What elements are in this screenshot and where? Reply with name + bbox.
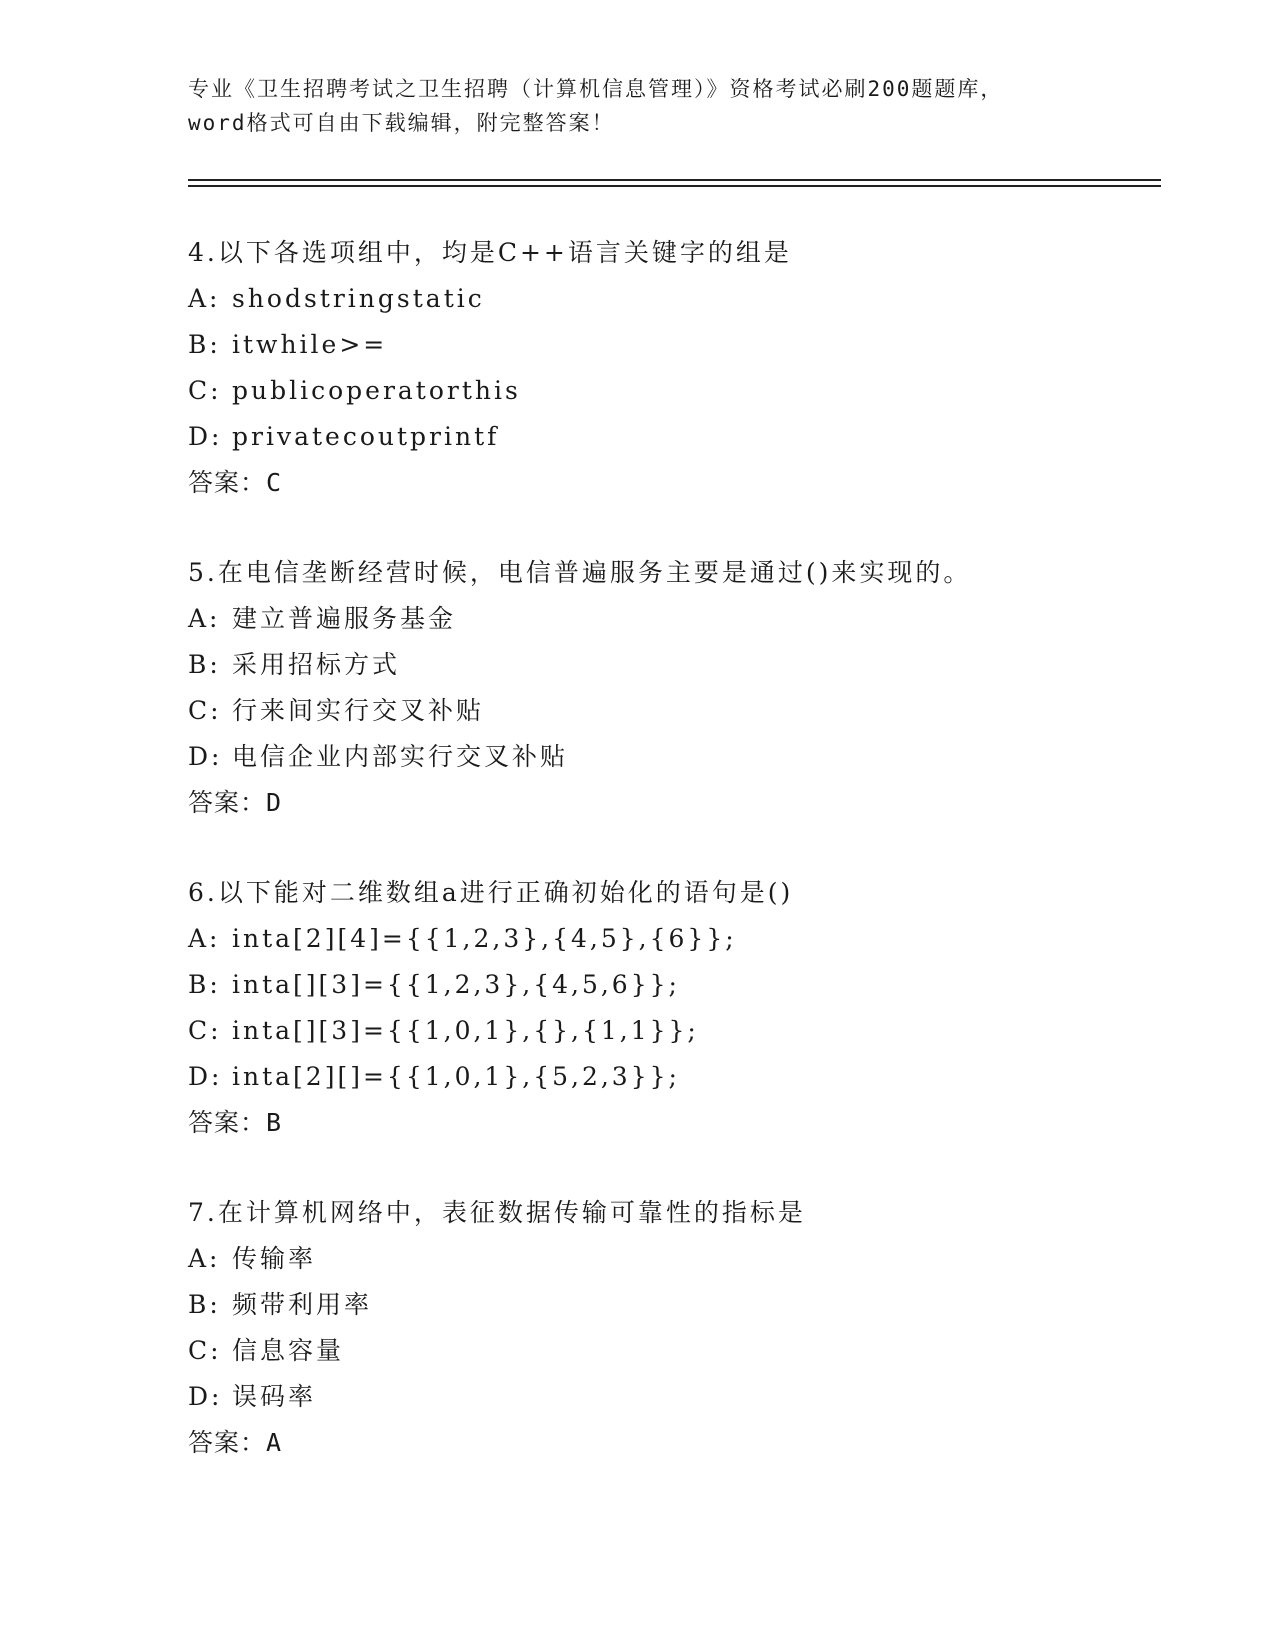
option-b [188, 642, 1148, 688]
question-block [188, 230, 1148, 506]
answer-line: 答案：C [188, 468, 283, 497]
option-a [188, 596, 1148, 642]
option-c [188, 368, 1148, 414]
option-text: inta[][3]={{1,0,1},{},{1,1}}; [232, 1016, 699, 1045]
option-letter: A: [188, 924, 221, 953]
option-text: inta[2][4]={{1,2,3},{4,5},{6}}; [232, 924, 737, 953]
option-d [188, 734, 1148, 780]
answer-line: 答案：D [188, 788, 283, 817]
header-line-1: 专业《卫生招聘考试之卫生招聘（计算机信息管理）》资格考试必刷200题题库， [188, 77, 1004, 101]
option-text: inta[2][]={{1,0,1},{5,2,3}}; [232, 1062, 680, 1091]
option-text: itwhile>= [232, 330, 388, 359]
option-text: shodstringstatic [232, 284, 485, 313]
option-letter: C: [188, 1016, 222, 1045]
option-text: privatecoutprintf [232, 422, 500, 451]
option-text: 传输率 [232, 1244, 317, 1273]
option-b [188, 962, 1148, 1008]
option-text: 信息容量 [232, 1336, 345, 1365]
question-stem: 6.以下能对二维数组a进行正确初始化的语句是() [188, 878, 794, 907]
header-divider-top [188, 179, 1161, 181]
answer-line: 答案：A [188, 1428, 283, 1457]
option-text: inta[][3]={{1,2,3},{4,5,6}}; [232, 970, 680, 999]
option-letter: D: [188, 422, 223, 451]
option-letter: B: [188, 970, 221, 999]
option-a [188, 1236, 1148, 1282]
option-text: 误码率 [232, 1382, 317, 1411]
question-stem: 7.在计算机网络中，表征数据传输可靠性的指标是 [188, 1198, 806, 1227]
option-letter: B: [188, 330, 221, 359]
option-d [188, 1054, 1148, 1100]
option-text: 建立普遍服务基金 [232, 604, 457, 633]
answer-line: 答案：B [188, 1108, 283, 1137]
option-letter: D: [188, 742, 223, 771]
option-letter: C: [188, 696, 222, 725]
option-letter: C: [188, 1336, 222, 1365]
option-b [188, 1282, 1148, 1328]
option-text: 电信企业内部实行交叉补贴 [232, 742, 569, 771]
question-stem: 4.以下各选项组中，均是C++语言关键字的组是 [188, 238, 792, 267]
header-divider-bottom [188, 185, 1161, 187]
header-line-2: word格式可自由下载编辑，附完整答案！ [188, 111, 615, 135]
option-text: 行来间实行交叉补贴 [232, 696, 485, 725]
question-block [188, 1190, 1148, 1466]
option-letter: B: [188, 650, 221, 679]
option-c [188, 1008, 1148, 1054]
option-letter: A: [188, 1244, 221, 1273]
option-letter: C: [188, 376, 222, 405]
option-d [188, 1374, 1148, 1420]
question-stem: 5.在电信垄断经营时候，电信普遍服务主要是通过()来实现的。 [188, 558, 972, 587]
option-letter: B: [188, 1290, 221, 1319]
option-letter: D: [188, 1062, 223, 1091]
option-letter: A: [188, 604, 221, 633]
option-text: publicoperatorthis [232, 376, 521, 405]
option-d [188, 414, 1148, 460]
question-block [188, 870, 1148, 1146]
option-c [188, 688, 1148, 734]
option-a [188, 916, 1148, 962]
option-b [188, 322, 1148, 368]
option-letter: A: [188, 284, 221, 313]
question-block [188, 550, 1148, 826]
option-text: 采用招标方式 [232, 650, 401, 679]
document-header [188, 72, 1088, 140]
option-a [188, 276, 1148, 322]
option-letter: D: [188, 1382, 223, 1411]
option-text: 频带利用率 [232, 1290, 373, 1319]
option-c [188, 1328, 1148, 1374]
